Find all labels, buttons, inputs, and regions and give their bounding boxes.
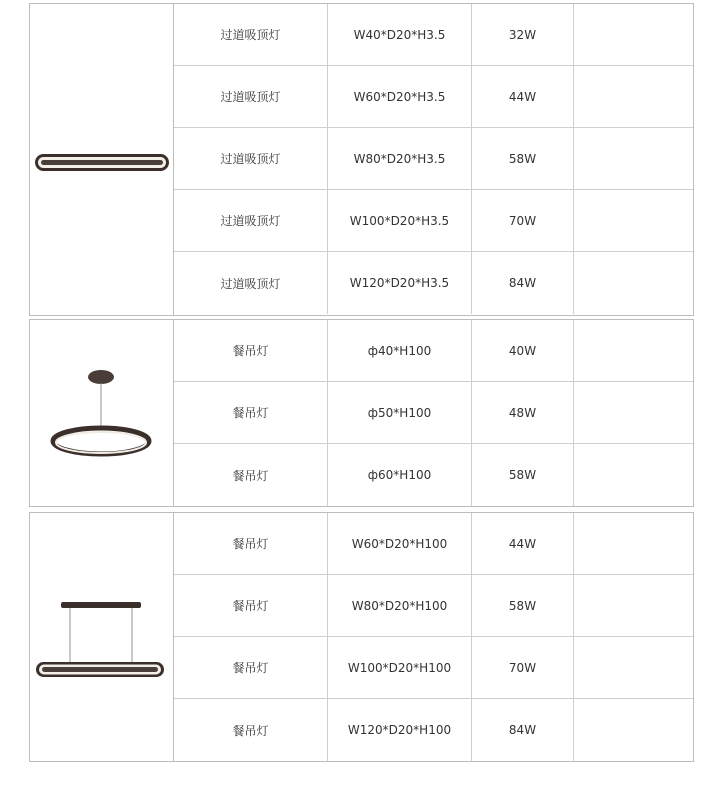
power-cell: 70W — [472, 637, 574, 698]
extra-cell — [574, 128, 693, 189]
oval-ceiling-light-image — [30, 4, 174, 315]
table-row — [174, 444, 693, 506]
product-name-cell: 餐吊灯 — [174, 513, 328, 574]
product-name-cell: 过道吸顶灯 — [174, 4, 328, 65]
table-row — [174, 128, 693, 190]
linear-oval-pendant-light-image — [30, 513, 174, 761]
extra-cell — [574, 444, 693, 506]
dimension-cell: ф50*H100 — [328, 382, 472, 443]
table-row — [174, 252, 693, 314]
extra-cell — [574, 637, 693, 698]
table-row — [174, 4, 693, 66]
product-group-linear-pendant — [29, 512, 694, 762]
extra-cell — [574, 320, 693, 381]
power-cell: 44W — [472, 66, 574, 127]
dimension-cell: ф40*H100 — [328, 320, 472, 381]
product-name-cell: 过道吸顶灯 — [174, 190, 328, 251]
table-row — [174, 513, 693, 575]
product-name-cell: 过道吸顶灯 — [174, 128, 328, 189]
table-row — [174, 575, 693, 637]
power-cell: 58W — [472, 128, 574, 189]
table-row — [174, 637, 693, 699]
product-name-cell: 餐吊灯 — [174, 444, 328, 506]
product-image-cell — [30, 320, 174, 506]
extra-cell — [574, 190, 693, 251]
product-name-cell: 餐吊灯 — [174, 637, 328, 698]
table-row — [174, 190, 693, 252]
product-name-cell: 餐吊灯 — [174, 382, 328, 443]
extra-cell — [574, 252, 693, 314]
product-name-cell: 餐吊灯 — [174, 575, 328, 636]
dimension-cell: W80*D20*H100 — [328, 575, 472, 636]
product-name-cell: 过道吸顶灯 — [174, 252, 328, 314]
dimension-cell: W100*D20*H100 — [328, 637, 472, 698]
power-cell: 58W — [472, 575, 574, 636]
extra-cell — [574, 513, 693, 574]
product-name-cell: 餐吊灯 — [174, 320, 328, 381]
ring-pendant-light-image — [30, 320, 174, 506]
power-cell: 58W — [472, 444, 574, 506]
extra-cell — [574, 575, 693, 636]
extra-cell — [574, 699, 693, 761]
extra-cell — [574, 4, 693, 65]
dimension-cell: W60*D20*H100 — [328, 513, 472, 574]
dimension-cell: W40*D20*H3.5 — [328, 4, 472, 65]
extra-cell — [574, 66, 693, 127]
dimension-cell: ф60*H100 — [328, 444, 472, 506]
dimension-cell: W120*D20*H100 — [328, 699, 472, 761]
product-group-ceiling — [29, 3, 694, 316]
product-group-ring-pendant — [29, 319, 694, 507]
extra-cell — [574, 382, 693, 443]
dimension-cell: W60*D20*H3.5 — [328, 66, 472, 127]
dimension-cell: W100*D20*H3.5 — [328, 190, 472, 251]
table-row — [174, 66, 693, 128]
table-row — [174, 382, 693, 444]
product-name-cell: 餐吊灯 — [174, 699, 328, 761]
power-cell: 32W — [472, 4, 574, 65]
power-cell: 40W — [472, 320, 574, 381]
power-cell: 44W — [472, 513, 574, 574]
power-cell: 84W — [472, 699, 574, 761]
power-cell: 84W — [472, 252, 574, 314]
product-image-cell — [30, 513, 174, 761]
dimension-cell: W120*D20*H3.5 — [328, 252, 472, 314]
power-cell: 48W — [472, 382, 574, 443]
table-row — [174, 699, 693, 761]
product-name-cell: 过道吸顶灯 — [174, 66, 328, 127]
product-image-cell — [30, 4, 174, 315]
power-cell: 70W — [472, 190, 574, 251]
table-row — [174, 320, 693, 382]
dimension-cell: W80*D20*H3.5 — [328, 128, 472, 189]
